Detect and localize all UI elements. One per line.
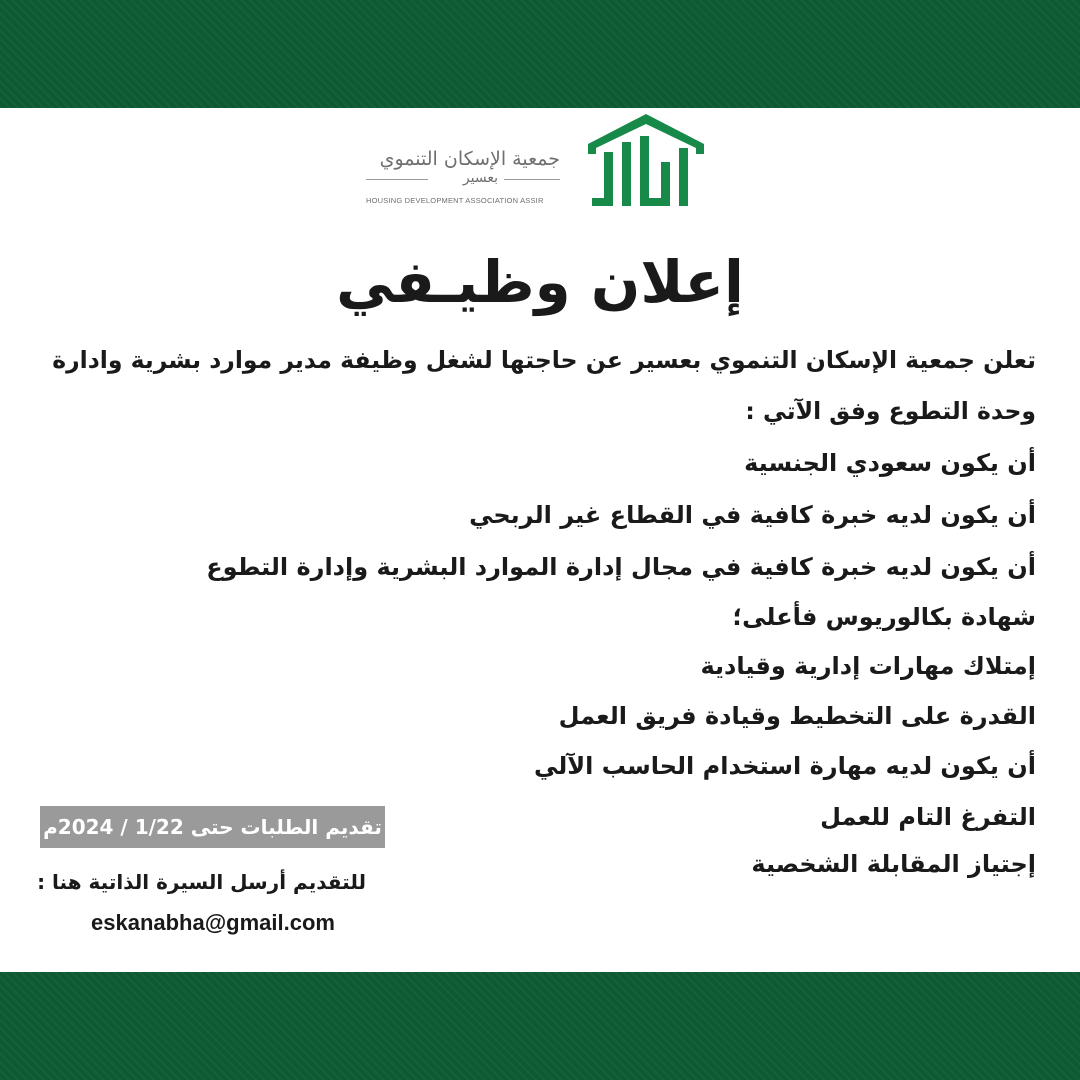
logo-divider-left xyxy=(366,179,428,180)
requirement-item: إجتياز المقابلة الشخصية xyxy=(751,850,1036,878)
logo-divider-right xyxy=(504,179,560,180)
bottom-green-band xyxy=(0,972,1080,1080)
requirement-item: القدرة على التخطيط وقيادة فريق العمل xyxy=(558,702,1036,730)
requirement-item: أن يكون لديه مهارة استخدام الحاسب الآلي xyxy=(533,752,1036,780)
intro-line-2: وحدة التطوع وفق الآتي : xyxy=(745,397,1036,425)
top-green-band xyxy=(0,0,1080,108)
requirement-item: إمتلاك مهارات إدارية وقيادية xyxy=(700,652,1036,680)
house-roof-logo-icon xyxy=(586,112,706,212)
contact-email[interactable]: eskanabha@gmail.com xyxy=(91,910,335,935)
logo-name-en: HOUSING DEVELOPMENT ASSOCIATION ASSIR xyxy=(366,196,544,205)
requirement-item: أن يكون سعودي الجنسية xyxy=(744,449,1036,477)
requirement-item: أن يكون لديه خبرة كافية في مجال إدارة الموارد البشرية وإدارة التطوع xyxy=(206,553,1036,581)
logo-name-ar: جمعية الإسكان التنموي xyxy=(379,148,560,170)
requirement-item: شهادة بكالوريوس فأعلى؛ xyxy=(732,603,1036,631)
logo-sub-ar: بعسير xyxy=(462,170,498,186)
apply-instructions: للتقديم أرسل السيرة الذاتية هنا : xyxy=(37,870,366,894)
requirement-item: التفرغ التام للعمل xyxy=(820,803,1036,831)
deadline-badge: تقديم الطلبات حتى 1/22 / 2024م xyxy=(40,806,385,848)
logo-wordmark xyxy=(360,148,560,210)
intro-line-1: تعلن جمعية الإسكان التنموي بعسير عن حاجتها لشغل وظيفة مدير موارد بشرية وادارة xyxy=(52,346,1036,374)
requirement-item: أن يكون لديه خبرة كافية في القطاع غير الربحي xyxy=(469,501,1036,529)
page-title: إعلان وظيـفي xyxy=(336,248,744,316)
